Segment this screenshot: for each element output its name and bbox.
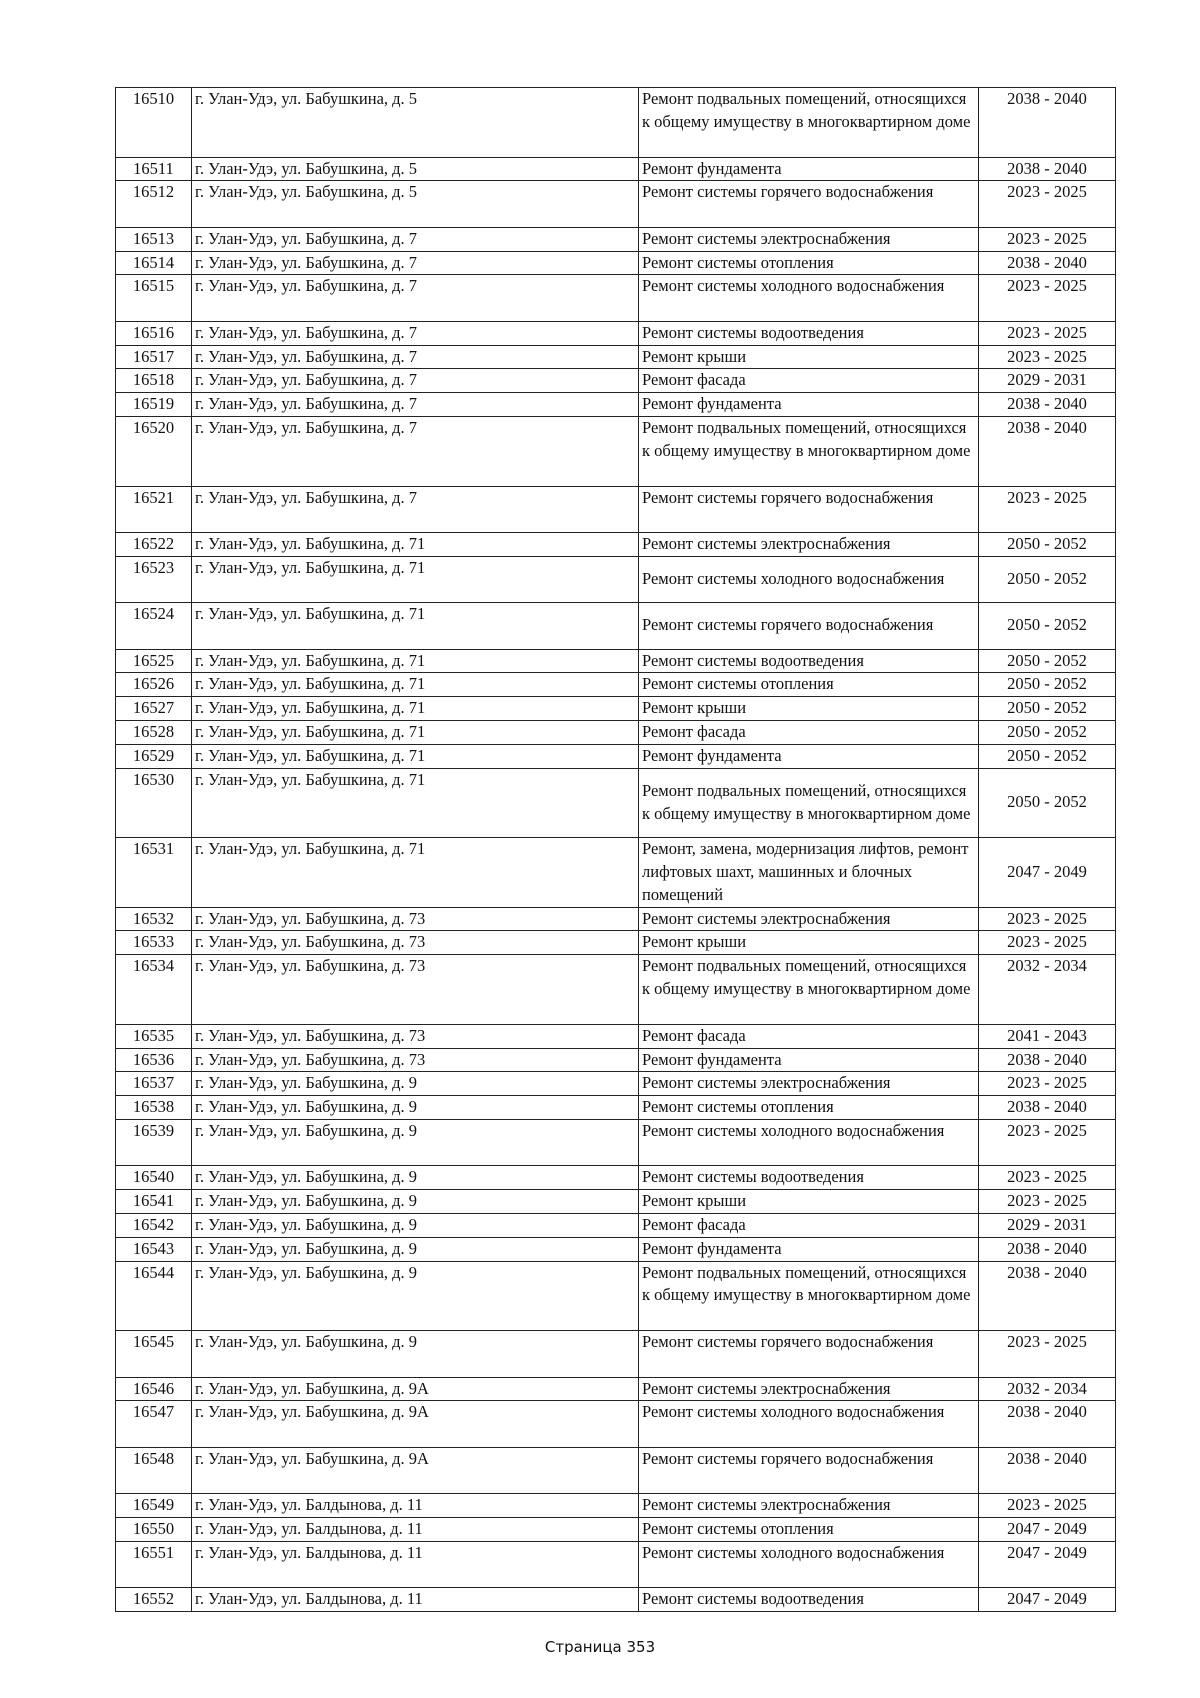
table-row bbox=[116, 1214, 1116, 1238]
table-row bbox=[116, 251, 1116, 275]
address-cell: г. Улан-Удэ, ул. Бабушкина, д. 7 bbox=[192, 275, 639, 321]
period-cell: 2023 - 2025 bbox=[979, 1190, 1116, 1214]
period-cell: 2032 - 2034 bbox=[979, 1377, 1116, 1401]
table-row bbox=[116, 157, 1116, 181]
row-number-cell: 16525 bbox=[116, 649, 192, 673]
work-type-cell: Ремонт подвальных помещений, относящихся к общему имуществу в многоквартирном доме bbox=[639, 88, 979, 158]
period-cell: 2050 - 2052 bbox=[979, 532, 1116, 556]
period-cell: 2047 - 2049 bbox=[979, 838, 1116, 908]
work-type-cell: Ремонт системы водоотведения bbox=[639, 321, 979, 345]
address-cell: г. Улан-Удэ, ул. Бабушкина, д. 5 bbox=[192, 157, 639, 181]
work-type-cell: Ремонт фасада bbox=[639, 720, 979, 744]
row-number-cell: 16550 bbox=[116, 1518, 192, 1542]
row-number-cell: 16527 bbox=[116, 697, 192, 721]
work-type-cell: Ремонт системы холодного водоснабжения bbox=[639, 1120, 979, 1166]
period-cell: 2038 - 2040 bbox=[979, 1048, 1116, 1072]
table-row bbox=[116, 1024, 1116, 1048]
work-type-cell: Ремонт системы электроснабжения bbox=[639, 1072, 979, 1096]
address-cell: г. Улан-Удэ, ул. Бабушкина, д. 7 bbox=[192, 345, 639, 369]
period-cell: 2038 - 2040 bbox=[979, 1237, 1116, 1261]
work-type-cell: Ремонт системы отопления bbox=[639, 251, 979, 275]
row-number-cell: 16516 bbox=[116, 321, 192, 345]
table-row bbox=[116, 321, 1116, 345]
address-cell: г. Улан-Удэ, ул. Бабушкина, д. 7 bbox=[192, 251, 639, 275]
table-row bbox=[116, 1096, 1116, 1120]
table-row bbox=[116, 673, 1116, 697]
address-cell: г. Улан-Удэ, ул. Бабушкина, д. 9 bbox=[192, 1190, 639, 1214]
work-type-cell: Ремонт системы отопления bbox=[639, 1518, 979, 1542]
address-cell: г. Улан-Удэ, ул. Бабушкина, д. 9 bbox=[192, 1096, 639, 1120]
table-row bbox=[116, 1166, 1116, 1190]
work-type-cell: Ремонт крыши bbox=[639, 931, 979, 955]
address-cell: г. Улан-Удэ, ул. Бабушкина, д. 71 bbox=[192, 673, 639, 697]
work-type-cell: Ремонт фундамента bbox=[639, 744, 979, 768]
row-number-cell: 16544 bbox=[116, 1261, 192, 1331]
period-cell: 2038 - 2040 bbox=[979, 1401, 1116, 1447]
row-number-cell: 16537 bbox=[116, 1072, 192, 1096]
row-number-cell: 16536 bbox=[116, 1048, 192, 1072]
work-type-cell: Ремонт системы горячего водоснабжения bbox=[639, 486, 979, 532]
work-type-cell: Ремонт крыши bbox=[639, 1190, 979, 1214]
address-cell: г. Улан-Удэ, ул. Бабушкина, д. 7 bbox=[192, 369, 639, 393]
table-row bbox=[116, 931, 1116, 955]
address-cell: г. Улан-Удэ, ул. Бабушкина, д. 73 bbox=[192, 1048, 639, 1072]
work-type-cell: Ремонт системы электроснабжения bbox=[639, 532, 979, 556]
row-number-cell: 16552 bbox=[116, 1588, 192, 1612]
period-cell: 2023 - 2025 bbox=[979, 1120, 1116, 1166]
period-cell: 2023 - 2025 bbox=[979, 486, 1116, 532]
period-cell: 2041 - 2043 bbox=[979, 1024, 1116, 1048]
work-type-cell: Ремонт системы отопления bbox=[639, 1096, 979, 1120]
work-type-cell: Ремонт системы водоотведения bbox=[639, 1588, 979, 1612]
row-number-cell: 16541 bbox=[116, 1190, 192, 1214]
work-type-cell: Ремонт крыши bbox=[639, 697, 979, 721]
row-number-cell: 16517 bbox=[116, 345, 192, 369]
row-number-cell: 16539 bbox=[116, 1120, 192, 1166]
row-number-cell: 16522 bbox=[116, 532, 192, 556]
period-cell: 2023 - 2025 bbox=[979, 907, 1116, 931]
address-cell: г. Улан-Удэ, ул. Бабушкина, д. 9 bbox=[192, 1072, 639, 1096]
row-number-cell: 16535 bbox=[116, 1024, 192, 1048]
address-cell: г. Улан-Удэ, ул. Бабушкина, д. 7 bbox=[192, 486, 639, 532]
address-cell: г. Улан-Удэ, ул. Бабушкина, д. 5 bbox=[192, 88, 639, 158]
row-number-cell: 16546 bbox=[116, 1377, 192, 1401]
address-cell: г. Улан-Удэ, ул. Балдынова, д. 11 bbox=[192, 1494, 639, 1518]
period-cell: 2023 - 2025 bbox=[979, 275, 1116, 321]
work-type-cell: Ремонт фундамента bbox=[639, 157, 979, 181]
table-row bbox=[116, 1377, 1116, 1401]
table-row bbox=[116, 1518, 1116, 1542]
row-number-cell: 16531 bbox=[116, 838, 192, 908]
work-type-cell: Ремонт системы холодного водоснабжения bbox=[639, 275, 979, 321]
period-cell: 2038 - 2040 bbox=[979, 251, 1116, 275]
table-row bbox=[116, 1237, 1116, 1261]
period-cell: 2029 - 2031 bbox=[979, 369, 1116, 393]
table-row bbox=[116, 486, 1116, 532]
row-number-cell: 16543 bbox=[116, 1237, 192, 1261]
address-cell: г. Улан-Удэ, ул. Бабушкина, д. 7 bbox=[192, 393, 639, 417]
address-cell: г. Улан-Удэ, ул. Бабушкина, д. 9 bbox=[192, 1166, 639, 1190]
period-cell: 2038 - 2040 bbox=[979, 393, 1116, 417]
row-number-cell: 16510 bbox=[116, 88, 192, 158]
period-cell: 2047 - 2049 bbox=[979, 1541, 1116, 1587]
address-cell: г. Улан-Удэ, ул. Бабушкина, д. 7 bbox=[192, 321, 639, 345]
work-type-cell: Ремонт системы горячего водоснабжения bbox=[639, 181, 979, 227]
table-row bbox=[116, 838, 1116, 908]
address-cell: г. Улан-Удэ, ул. Бабушкина, д. 7 bbox=[192, 416, 639, 486]
table-row bbox=[116, 1072, 1116, 1096]
table-row bbox=[116, 768, 1116, 838]
work-type-cell: Ремонт, замена, модернизация лифтов, ремонт лифтовых шахт, машинных и блочных помещений bbox=[639, 838, 979, 908]
row-number-cell: 16519 bbox=[116, 393, 192, 417]
row-number-cell: 16521 bbox=[116, 486, 192, 532]
address-cell: г. Улан-Удэ, ул. Бабушкина, д. 9 bbox=[192, 1120, 639, 1166]
period-cell: 2023 - 2025 bbox=[979, 321, 1116, 345]
row-number-cell: 16545 bbox=[116, 1331, 192, 1377]
table-row bbox=[116, 1494, 1116, 1518]
address-cell: г. Улан-Удэ, ул. Балдынова, д. 11 bbox=[192, 1588, 639, 1612]
address-cell: г. Улан-Удэ, ул. Бабушкина, д. 9 bbox=[192, 1214, 639, 1238]
table-row bbox=[116, 1447, 1116, 1493]
table-row bbox=[116, 1588, 1116, 1612]
table-row bbox=[116, 88, 1116, 158]
period-cell: 2038 - 2040 bbox=[979, 1096, 1116, 1120]
period-cell: 2047 - 2049 bbox=[979, 1518, 1116, 1542]
address-cell: г. Улан-Удэ, ул. Бабушкина, д. 71 bbox=[192, 556, 639, 602]
work-type-cell: Ремонт подвальных помещений, относящихся к общему имуществу в многоквартирном доме bbox=[639, 416, 979, 486]
row-number-cell: 16530 bbox=[116, 768, 192, 838]
table-row bbox=[116, 416, 1116, 486]
table-row bbox=[116, 1120, 1116, 1166]
row-number-cell: 16513 bbox=[116, 227, 192, 251]
table-row bbox=[116, 181, 1116, 227]
page-number: Страница 353 bbox=[544, 1638, 656, 1656]
period-cell: 2047 - 2049 bbox=[979, 1588, 1116, 1612]
address-cell: г. Улан-Удэ, ул. Бабушкина, д. 71 bbox=[192, 744, 639, 768]
period-cell: 2023 - 2025 bbox=[979, 227, 1116, 251]
work-type-cell: Ремонт подвальных помещений, относящихся к общему имуществу в многоквартирном доме bbox=[639, 768, 979, 838]
address-cell: г. Улан-Удэ, ул. Бабушкина, д. 9А bbox=[192, 1401, 639, 1447]
work-type-cell: Ремонт системы горячего водоснабжения bbox=[639, 603, 979, 649]
row-number-cell: 16512 bbox=[116, 181, 192, 227]
period-cell: 2050 - 2052 bbox=[979, 603, 1116, 649]
row-number-cell: 16549 bbox=[116, 1494, 192, 1518]
row-number-cell: 16538 bbox=[116, 1096, 192, 1120]
table-row bbox=[116, 393, 1116, 417]
work-type-cell: Ремонт фасада bbox=[639, 369, 979, 393]
address-cell: г. Улан-Удэ, ул. Бабушкина, д. 7 bbox=[192, 227, 639, 251]
work-type-cell: Ремонт системы электроснабжения bbox=[639, 1494, 979, 1518]
work-type-cell: Ремонт системы отопления bbox=[639, 673, 979, 697]
work-type-cell: Ремонт системы водоотведения bbox=[639, 649, 979, 673]
table-row bbox=[116, 697, 1116, 721]
address-cell: г. Улан-Удэ, ул. Бабушкина, д. 73 bbox=[192, 955, 639, 1025]
work-type-cell: Ремонт системы холодного водоснабжения bbox=[639, 556, 979, 602]
address-cell: г. Улан-Удэ, ул. Бабушкина, д. 9 bbox=[192, 1331, 639, 1377]
work-type-cell: Ремонт системы электроснабжения bbox=[639, 907, 979, 931]
table-row bbox=[116, 1331, 1116, 1377]
work-type-cell: Ремонт системы электроснабжения bbox=[639, 227, 979, 251]
table-row bbox=[116, 345, 1116, 369]
work-type-cell: Ремонт системы холодного водоснабжения bbox=[639, 1541, 979, 1587]
address-cell: г. Улан-Удэ, ул. Бабушкина, д. 71 bbox=[192, 838, 639, 908]
row-number-cell: 16514 bbox=[116, 251, 192, 275]
table-row bbox=[116, 1048, 1116, 1072]
address-cell: г. Улан-Удэ, ул. Бабушкина, д. 71 bbox=[192, 532, 639, 556]
table-row bbox=[116, 955, 1116, 1025]
address-cell: г. Улан-Удэ, ул. Балдынова, д. 11 bbox=[192, 1541, 639, 1587]
row-number-cell: 16528 bbox=[116, 720, 192, 744]
period-cell: 2050 - 2052 bbox=[979, 697, 1116, 721]
address-cell: г. Улан-Удэ, ул. Бабушкина, д. 9А bbox=[192, 1447, 639, 1493]
table-row bbox=[116, 744, 1116, 768]
work-type-cell: Ремонт фундамента bbox=[639, 393, 979, 417]
work-type-cell: Ремонт системы холодного водоснабжения bbox=[639, 1401, 979, 1447]
period-cell: 2038 - 2040 bbox=[979, 1261, 1116, 1331]
work-type-cell: Ремонт системы электроснабжения bbox=[639, 1377, 979, 1401]
row-number-cell: 16534 bbox=[116, 955, 192, 1025]
period-cell: 2023 - 2025 bbox=[979, 931, 1116, 955]
address-cell: г. Улан-Удэ, ул. Бабушкина, д. 9 bbox=[192, 1261, 639, 1331]
row-number-cell: 16524 bbox=[116, 603, 192, 649]
table-row bbox=[116, 369, 1116, 393]
address-cell: г. Улан-Удэ, ул. Бабушкина, д. 71 bbox=[192, 768, 639, 838]
work-type-cell: Ремонт фундамента bbox=[639, 1237, 979, 1261]
period-cell: 2029 - 2031 bbox=[979, 1214, 1116, 1238]
work-type-cell: Ремонт системы водоотведения bbox=[639, 1166, 979, 1190]
period-cell: 2023 - 2025 bbox=[979, 1166, 1116, 1190]
period-cell: 2050 - 2052 bbox=[979, 556, 1116, 602]
row-number-cell: 16518 bbox=[116, 369, 192, 393]
period-cell: 2038 - 2040 bbox=[979, 416, 1116, 486]
table-row bbox=[116, 603, 1116, 649]
table-row bbox=[116, 227, 1116, 251]
table-row bbox=[116, 1401, 1116, 1447]
row-number-cell: 16515 bbox=[116, 275, 192, 321]
work-type-cell: Ремонт подвальных помещений, относящихся к общему имуществу в многоквартирном доме bbox=[639, 955, 979, 1025]
table-row bbox=[116, 907, 1116, 931]
row-number-cell: 16529 bbox=[116, 744, 192, 768]
row-number-cell: 16533 bbox=[116, 931, 192, 955]
period-cell: 2038 - 2040 bbox=[979, 88, 1116, 158]
address-cell: г. Улан-Удэ, ул. Бабушкина, д. 9 bbox=[192, 1237, 639, 1261]
row-number-cell: 16547 bbox=[116, 1401, 192, 1447]
period-cell: 2023 - 2025 bbox=[979, 1072, 1116, 1096]
work-type-cell: Ремонт фасада bbox=[639, 1214, 979, 1238]
work-type-cell: Ремонт системы горячего водоснабжения bbox=[639, 1331, 979, 1377]
address-cell: г. Улан-Удэ, ул. Бабушкина, д. 71 bbox=[192, 603, 639, 649]
address-cell: г. Улан-Удэ, ул. Бабушкина, д. 71 bbox=[192, 649, 639, 673]
work-type-cell: Ремонт системы горячего водоснабжения bbox=[639, 1447, 979, 1493]
address-cell: г. Улан-Удэ, ул. Бабушкина, д. 73 bbox=[192, 907, 639, 931]
work-type-cell: Ремонт фасада bbox=[639, 1024, 979, 1048]
period-cell: 2050 - 2052 bbox=[979, 768, 1116, 838]
table-row bbox=[116, 275, 1116, 321]
period-cell: 2023 - 2025 bbox=[979, 345, 1116, 369]
row-number-cell: 16523 bbox=[116, 556, 192, 602]
period-cell: 2050 - 2052 bbox=[979, 673, 1116, 697]
row-number-cell: 16532 bbox=[116, 907, 192, 931]
table-row bbox=[116, 1261, 1116, 1331]
table-row bbox=[116, 1541, 1116, 1587]
row-number-cell: 16526 bbox=[116, 673, 192, 697]
period-cell: 2032 - 2034 bbox=[979, 955, 1116, 1025]
address-cell: г. Улан-Удэ, ул. Бабушкина, д. 5 bbox=[192, 181, 639, 227]
period-cell: 2050 - 2052 bbox=[979, 744, 1116, 768]
work-type-cell: Ремонт фундамента bbox=[639, 1048, 979, 1072]
row-number-cell: 16548 bbox=[116, 1447, 192, 1493]
address-cell: г. Улан-Удэ, ул. Бабушкина, д. 71 bbox=[192, 697, 639, 721]
period-cell: 2050 - 2052 bbox=[979, 649, 1116, 673]
table-body bbox=[116, 88, 1116, 1612]
table-row bbox=[116, 1190, 1116, 1214]
row-number-cell: 16551 bbox=[116, 1541, 192, 1587]
table-row bbox=[116, 649, 1116, 673]
address-cell: г. Улан-Удэ, ул. Бабушкина, д. 71 bbox=[192, 720, 639, 744]
row-number-cell: 16540 bbox=[116, 1166, 192, 1190]
address-cell: г. Улан-Удэ, ул. Бабушкина, д. 73 bbox=[192, 1024, 639, 1048]
address-cell: г. Улан-Удэ, ул. Балдынова, д. 11 bbox=[192, 1518, 639, 1542]
period-cell: 2023 - 2025 bbox=[979, 1494, 1116, 1518]
row-number-cell: 16520 bbox=[116, 416, 192, 486]
works-table bbox=[115, 87, 1116, 1612]
period-cell: 2038 - 2040 bbox=[979, 1447, 1116, 1493]
period-cell: 2038 - 2040 bbox=[979, 157, 1116, 181]
table-row bbox=[116, 720, 1116, 744]
table-row bbox=[116, 556, 1116, 602]
period-cell: 2023 - 2025 bbox=[979, 1331, 1116, 1377]
period-cell: 2050 - 2052 bbox=[979, 720, 1116, 744]
address-cell: г. Улан-Удэ, ул. Бабушкина, д. 9А bbox=[192, 1377, 639, 1401]
row-number-cell: 16542 bbox=[116, 1214, 192, 1238]
table-row bbox=[116, 532, 1116, 556]
work-type-cell: Ремонт крыши bbox=[639, 345, 979, 369]
period-cell: 2023 - 2025 bbox=[979, 181, 1116, 227]
row-number-cell: 16511 bbox=[116, 157, 192, 181]
work-type-cell: Ремонт подвальных помещений, относящихся к общему имуществу в многоквартирном доме bbox=[639, 1261, 979, 1331]
address-cell: г. Улан-Удэ, ул. Бабушкина, д. 73 bbox=[192, 931, 639, 955]
